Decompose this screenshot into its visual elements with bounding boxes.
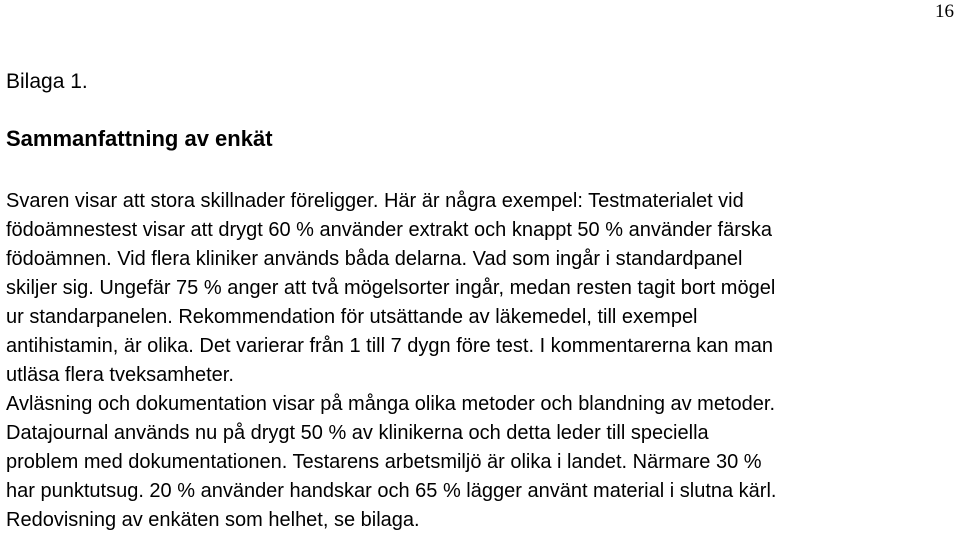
body-line: födoämnen. Vid flera kliniker används båda delarna. Vad som ingår i standardpanel <box>6 248 743 270</box>
body-line: Avläsning och dokumentation visar på många olika metoder och blandning av metoder. <box>6 393 775 415</box>
body-line: Svaren visar att stora skillnader föreligger. Här är några exempel: Testmaterialet vid <box>6 190 744 212</box>
body-line: ur standarpanelen. Rekommendation för utsättande av läkemedel, till exempel <box>6 306 698 328</box>
summary-paragraph <box>6 187 956 535</box>
body-line: problem med dokumentationen. Testarens arbetsmiljö är olika i landet. Närmare 30 % <box>6 451 762 473</box>
body-line: Redovisning av enkäten som helhet, se bilaga. <box>6 509 420 531</box>
section-title: Sammanfattning av enkät <box>6 126 273 151</box>
body-line: skiljer sig. Ungefär 75 % anger att två mögelsorter ingår, medan resten tagit bort mögel <box>6 277 776 299</box>
body-line: antihistamin, är olika. Det varierar från 1 till 7 dygn före test. I kommentarerna kan man <box>6 335 774 357</box>
appendix-label: Bilaga 1. <box>6 70 88 93</box>
body-line: har punktutsug. 20 % använder handskar och 65 % lägger använt material i slutna kärl. <box>6 480 777 502</box>
body-line: utläsa flera tveksamheter. <box>6 364 234 386</box>
page-number: 16 <box>935 1 954 22</box>
body-line: Datajournal används nu på drygt 50 % av klinikerna och detta leder till speciella <box>6 422 709 444</box>
body-line: födoämnestest visar att drygt 60 % använder extrakt och knappt 50 % använder färska <box>6 219 772 241</box>
